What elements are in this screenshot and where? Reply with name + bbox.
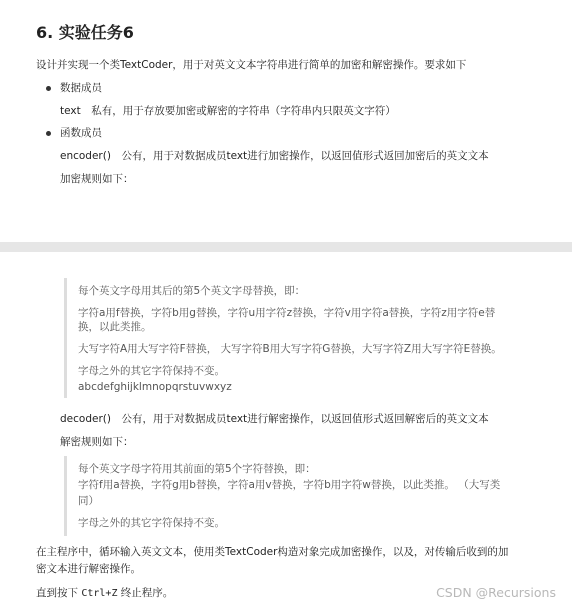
- watermark-text: CSDN @Recursions: [436, 585, 556, 600]
- bottom-panel: [0, 252, 572, 612]
- decode-rule-quote: [64, 456, 500, 536]
- decode-rule-line: 字符f用a替换，字符g用b替换，字符a用v替换，字符b用字符w替换，以此类推。 （大写类: [78, 479, 501, 491]
- ctrl-z-code: Ctrl+Z: [81, 588, 118, 599]
- main-program-text-cont: 密文本进行解密操作。: [36, 563, 141, 575]
- termination-suffix: 终止程序。: [117, 587, 174, 599]
- data-members-label: 数据成员: [60, 82, 102, 94]
- intro-text: 设计并实现一个类TextCoder，用于对英文文本字符串进行简单的加密和解密操作。要求如下: [36, 59, 467, 71]
- encode-rule-quote: [64, 278, 502, 398]
- decoder-desc: decoder() 公有，用于对数据成员text进行解密操作，以返回值形式返回解密后的英文文本: [60, 413, 489, 425]
- decode-rule-line: 字母之外的其它字符保持不变。: [78, 517, 225, 529]
- termination-text: [36, 586, 173, 601]
- decoder-rule-label: 解密规则如下：: [60, 436, 134, 448]
- bullet-dot: [46, 86, 51, 91]
- section-heading: 6. 实验任务6: [36, 23, 134, 42]
- function-members-label: 函数成员: [60, 127, 102, 139]
- decode-rule-line: 同）: [78, 495, 99, 507]
- decode-rule-line: 每个英文字母字符用其前面的第5个字符替换，即：: [78, 463, 316, 475]
- encode-rule-line: 字符a用f替换，字符b用g替换，字符u用字符z替换，字符v用字符a替换，字符z用字符e替: [78, 307, 496, 319]
- alphabet-line: abcdefghijklmnopqrstuvwxyz: [78, 381, 232, 393]
- encode-rule-line: 换，以此类推。: [78, 321, 152, 333]
- encoder-desc: encoder() 公有，用于对数据成员text进行加密操作，以返回值形式返回加密后的英文文本: [60, 150, 489, 162]
- termination-prefix: 直到按下: [36, 587, 82, 599]
- text-member-desc: text 私有，用于存放要加密或解密的字符串（字符串内只限英文字符）: [60, 105, 396, 117]
- section-divider: [0, 242, 572, 252]
- encode-rule-line: 大写字符A用大写字符F替换， 大写字符B用大写字符G替换，大写字符Z用大写字符E替换。: [78, 343, 502, 355]
- encode-rule-line: 字母之外的其它字符保持不变。: [78, 365, 225, 377]
- encoder-rule-label: 加密规则如下：: [60, 173, 134, 185]
- bullet-dot: [46, 131, 51, 136]
- encode-rule-line: 每个英文字母用其后的第5个英文字母替换，即：: [78, 285, 306, 297]
- main-program-text: 在主程序中，循环输入英文文本，使用类TextCoder构造对象完成加密操作，以及，对传输后收到的加: [36, 546, 509, 558]
- top-panel: [0, 0, 572, 242]
